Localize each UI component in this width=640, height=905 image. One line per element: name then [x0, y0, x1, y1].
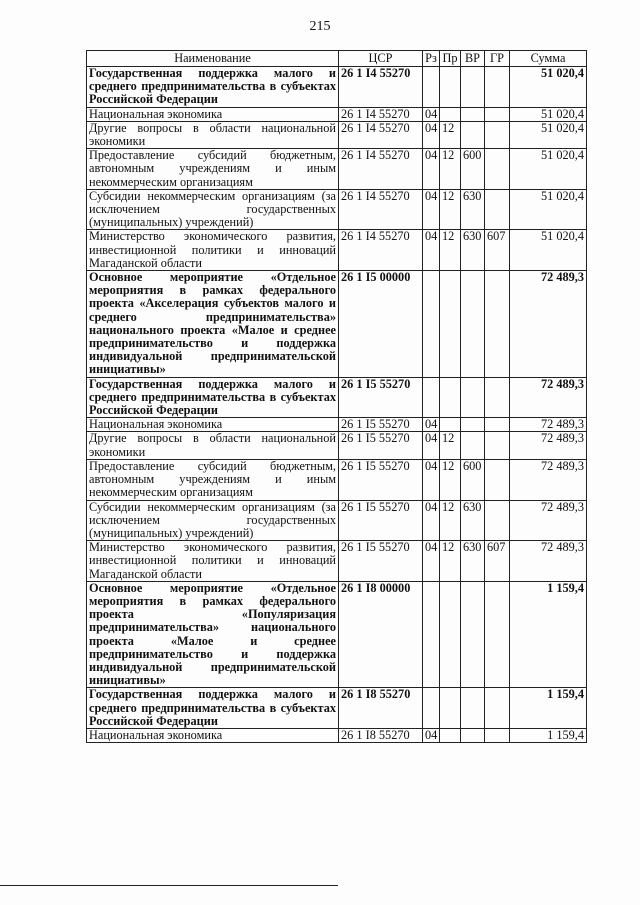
cell-pr: 12	[440, 432, 461, 459]
cell-vr	[461, 67, 485, 108]
cell-rz: 04	[423, 418, 440, 432]
cell-rz: 04	[423, 107, 440, 121]
cell-pr	[440, 418, 461, 432]
cell-pr	[440, 581, 461, 688]
cell-pr	[440, 688, 461, 729]
cell-gr	[485, 459, 510, 500]
cell-csr: 26 1 I4 55270	[339, 230, 423, 271]
table-row	[87, 271, 587, 378]
cell-csr: 26 1 I5 55270	[339, 432, 423, 459]
cell-gr	[485, 121, 510, 148]
table-row	[87, 121, 587, 148]
header-name: Наименование	[87, 51, 339, 67]
cell-rz: 04	[423, 459, 440, 500]
table-row	[87, 728, 587, 742]
cell-csr: 26 1 I4 55270	[339, 107, 423, 121]
cell-rz	[423, 688, 440, 729]
cell-name: Субсидии некоммерческим организациям (за исключением государственных (муниципальных) учреждений)	[87, 500, 339, 541]
cell-rz: 04	[423, 728, 440, 742]
cell-gr	[485, 432, 510, 459]
cell-pr: 12	[440, 541, 461, 582]
cell-name: Министерство экономического развития, инвестиционной политики и инноваций Магаданской области	[87, 541, 339, 582]
table-row	[87, 418, 587, 432]
table-row	[87, 581, 587, 688]
cell-vr	[461, 377, 485, 418]
cell-gr	[485, 377, 510, 418]
cell-pr	[440, 728, 461, 742]
cell-sum: 72 489,3	[510, 459, 587, 500]
cell-vr	[461, 432, 485, 459]
cell-gr	[485, 728, 510, 742]
table-row	[87, 432, 587, 459]
cell-name: Другие вопросы в области национальной экономики	[87, 432, 339, 459]
cell-vr	[461, 271, 485, 378]
cell-pr	[440, 271, 461, 378]
cell-gr	[485, 107, 510, 121]
cell-sum: 1 159,4	[510, 728, 587, 742]
cell-vr: 630	[461, 189, 485, 230]
cell-sum: 51 020,4	[510, 230, 587, 271]
cell-rz: 04	[423, 149, 440, 190]
cell-csr: 26 1 I8 55270	[339, 688, 423, 729]
cell-pr: 12	[440, 149, 461, 190]
cell-rz	[423, 377, 440, 418]
cell-gr	[485, 189, 510, 230]
cell-vr: 600	[461, 459, 485, 500]
cell-name: Другие вопросы в области национальной экономики	[87, 121, 339, 148]
page-number: 215	[309, 19, 331, 34]
cell-vr: 630	[461, 541, 485, 582]
table-body	[87, 67, 587, 743]
cell-rz: 04	[423, 189, 440, 230]
cell-sum: 72 489,3	[510, 541, 587, 582]
cell-rz: 04	[423, 541, 440, 582]
cell-rz: 04	[423, 500, 440, 541]
cell-csr: 26 1 I5 55270	[339, 377, 423, 418]
table-row	[87, 541, 587, 582]
cell-sum: 51 020,4	[510, 149, 587, 190]
cell-gr	[485, 271, 510, 378]
header-rz: Рз	[423, 51, 440, 67]
cell-gr	[485, 688, 510, 729]
cell-vr	[461, 581, 485, 688]
header-row	[87, 51, 587, 67]
cell-pr: 12	[440, 230, 461, 271]
cell-vr	[461, 728, 485, 742]
header-gr: ГР	[485, 51, 510, 67]
cell-vr	[461, 418, 485, 432]
cell-sum: 72 489,3	[510, 500, 587, 541]
header-sum: Сумма	[510, 51, 587, 67]
cell-pr: 12	[440, 500, 461, 541]
cell-csr: 26 1 I8 55270	[339, 728, 423, 742]
cell-name: Основное мероприятие «Отдельное мероприятия в рамках федерального проекта «Популяризация предпринимательства» национального проекта «Малое и среднее предпринимательство и поддержка индивидуальной предпринимательской инициативы»	[87, 581, 339, 688]
cell-gr	[485, 149, 510, 190]
cell-gr	[485, 500, 510, 541]
cell-rz: 04	[423, 121, 440, 148]
cell-csr: 26 1 I5 55270	[339, 418, 423, 432]
cell-name: Государственная поддержка малого и среднего предпринимательства в субъектах Российской Федерации	[87, 688, 339, 729]
cell-sum: 72 489,3	[510, 271, 587, 378]
cell-name: Государственная поддержка малого и среднего предпринимательства в субъектах Российской Федерации	[87, 377, 339, 418]
cell-name: Основное мероприятие «Отдельное мероприятия в рамках федерального проекта «Акселерация субъектов малого и среднего предпринимательства» национального проекта «Малое и среднее предпринимательство и поддержка индивидуальной предпринимательской инициативы»	[87, 271, 339, 378]
table-row	[87, 189, 587, 230]
cell-gr	[485, 418, 510, 432]
table-row	[87, 107, 587, 121]
cell-name: Предоставление субсидий бюджетным, автономным учреждениям и иным некоммерческим организациям	[87, 149, 339, 190]
cell-vr	[461, 107, 485, 121]
cell-name: Национальная экономика	[87, 728, 339, 742]
cell-pr: 12	[440, 459, 461, 500]
cell-vr: 630	[461, 230, 485, 271]
cell-rz: 04	[423, 230, 440, 271]
cell-sum: 51 020,4	[510, 67, 587, 108]
cell-csr: 26 1 I5 55270	[339, 459, 423, 500]
cell-vr	[461, 121, 485, 148]
cell-pr	[440, 377, 461, 418]
cell-gr: 607	[485, 541, 510, 582]
cell-name: Национальная экономика	[87, 107, 339, 121]
table-row	[87, 149, 587, 190]
cell-name: Государственная поддержка малого и среднего предпринимательства в субъектах Российской Федерации	[87, 67, 339, 108]
cell-gr	[485, 581, 510, 688]
cell-vr: 600	[461, 149, 485, 190]
cell-csr: 26 1 I4 55270	[339, 189, 423, 230]
cell-sum: 72 489,3	[510, 432, 587, 459]
table-row	[87, 688, 587, 729]
cell-sum: 1 159,4	[510, 581, 587, 688]
cell-name: Национальная экономика	[87, 418, 339, 432]
table-row	[87, 459, 587, 500]
header-csr: ЦСР	[339, 51, 423, 67]
cell-vr: 630	[461, 500, 485, 541]
cell-pr: 12	[440, 189, 461, 230]
cell-rz	[423, 271, 440, 378]
cell-pr	[440, 67, 461, 108]
cell-csr: 26 1 I8 00000	[339, 581, 423, 688]
cell-csr: 26 1 I5 55270	[339, 500, 423, 541]
cell-csr: 26 1 I4 55270	[339, 121, 423, 148]
cell-vr	[461, 688, 485, 729]
cell-name: Министерство экономического развития, инвестиционной политики и инноваций Магаданской области	[87, 230, 339, 271]
cell-csr: 26 1 I4 55270	[339, 149, 423, 190]
cell-sum: 51 020,4	[510, 121, 587, 148]
cell-sum: 51 020,4	[510, 107, 587, 121]
cell-name: Предоставление субсидий бюджетным, автономным учреждениям и иным некоммерческим организациям	[87, 459, 339, 500]
table-row	[87, 230, 587, 271]
header-vr: ВР	[461, 51, 485, 67]
cell-sum: 72 489,3	[510, 377, 587, 418]
table-row	[87, 377, 587, 418]
cell-rz	[423, 581, 440, 688]
table-row	[87, 500, 587, 541]
cell-csr: 26 1 I5 55270	[339, 541, 423, 582]
cell-csr: 26 1 I4 55270	[339, 67, 423, 108]
budget-table	[86, 50, 587, 743]
cell-gr: 607	[485, 230, 510, 271]
table-row	[87, 67, 587, 108]
cell-rz: 04	[423, 432, 440, 459]
cell-gr	[485, 67, 510, 108]
cell-pr	[440, 107, 461, 121]
cell-sum: 51 020,4	[510, 189, 587, 230]
header-pr: Пр	[440, 51, 461, 67]
footer-rule	[0, 885, 338, 886]
cell-csr: 26 1 I5 00000	[339, 271, 423, 378]
cell-sum: 1 159,4	[510, 688, 587, 729]
cell-name: Субсидии некоммерческим организациям (за исключением государственных (муниципальных) учреждений)	[87, 189, 339, 230]
cell-pr: 12	[440, 121, 461, 148]
cell-rz	[423, 67, 440, 108]
cell-sum: 72 489,3	[510, 418, 587, 432]
